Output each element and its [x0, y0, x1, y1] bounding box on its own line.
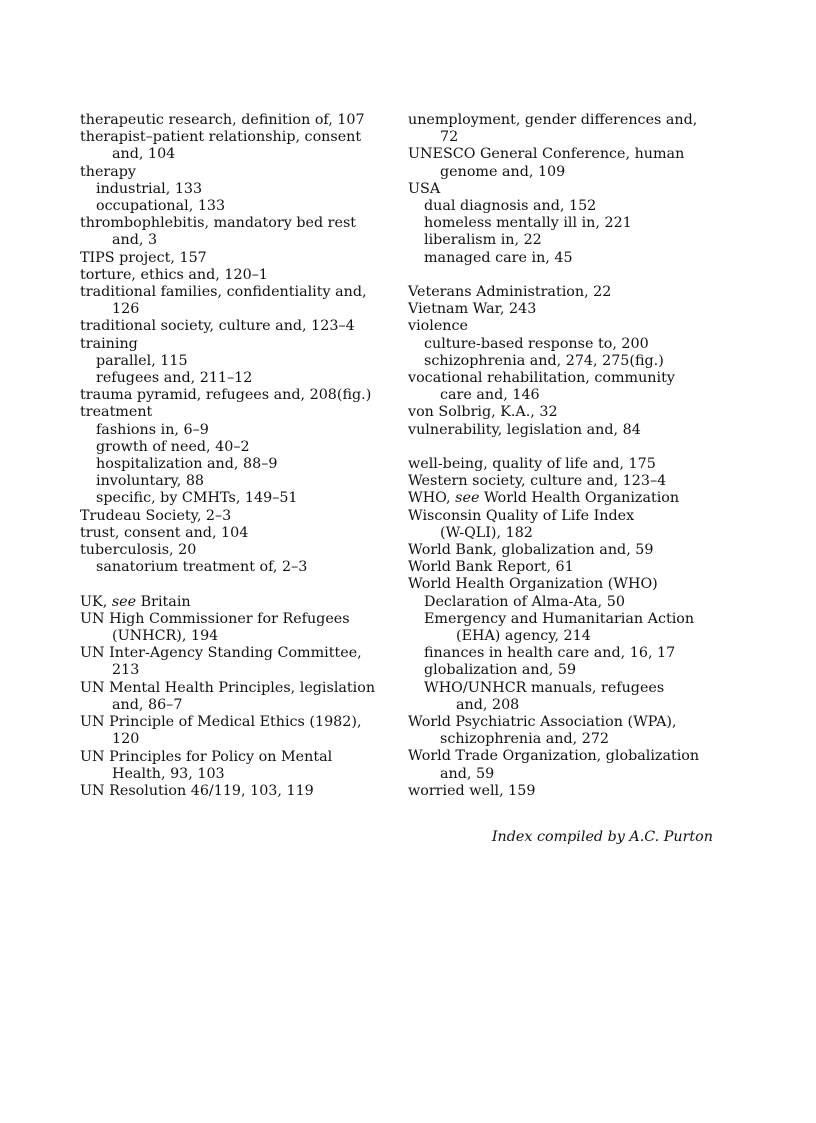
index-entry-text: and, 104 — [112, 146, 176, 163]
index-subentry — [80, 232, 392, 249]
index-entry-text: Vietnam War, 243 — [408, 301, 537, 318]
index-entry-text: Veterans Administration, 22 — [408, 284, 612, 301]
index-subentry — [80, 473, 392, 490]
index-subentry — [408, 611, 720, 628]
index-entry-text: unemployment, gender differences and, — [408, 112, 698, 128]
index-entry-text: finances in health care and, 16, 17 — [424, 645, 676, 662]
index-entry-text: schizophrenia and, 272 — [440, 731, 610, 748]
index-subentry — [408, 731, 720, 748]
index-entry — [80, 164, 392, 181]
index-entry-text: violence — [408, 318, 468, 335]
index-entry — [80, 215, 392, 232]
index-entry-text: traditional families, confidentiality and, — [80, 284, 367, 301]
index-entry — [408, 542, 720, 559]
index-section-gap — [408, 267, 720, 284]
index-subentry — [408, 232, 720, 249]
index-cross-reference: see — [111, 593, 137, 610]
index-subentry — [80, 628, 392, 645]
index-entry — [80, 318, 392, 335]
index-entry-text: tuberculosis, 20 — [80, 542, 197, 559]
index-subentry — [408, 387, 720, 404]
index-entry — [80, 508, 392, 525]
index-entry-text: Health, 93, 103 — [112, 765, 225, 782]
index-entry-text: Western society, culture and, 123–4 — [408, 473, 667, 490]
index-subentry — [408, 336, 720, 353]
index-entry — [80, 336, 392, 353]
index-entry-text: USA — [408, 180, 441, 197]
index-entry-text: training — [80, 335, 138, 352]
index-entry-text: and, 59 — [440, 765, 495, 782]
index-subentry — [80, 731, 392, 748]
index-entry-text: World Bank, globalization and, 59 — [408, 542, 654, 559]
index-entry-text: WHO, — [408, 490, 456, 507]
index-entry — [80, 112, 392, 129]
index-entry — [408, 422, 720, 439]
index-entry-text: 213 — [112, 662, 140, 679]
index-entry — [408, 748, 720, 765]
index-entry — [408, 473, 720, 490]
index-entry-text: UN Resolution 46/119, 103, 119 — [80, 782, 314, 799]
index-entry-text: trauma pyramid, refugees and, 208(fig.) — [80, 387, 372, 404]
index-entry-text: and, 3 — [112, 232, 158, 249]
index-entry-text: UN Inter-Agency Standing Committee, — [80, 645, 362, 662]
index-entry-text: and, 86–7 — [112, 696, 183, 713]
index-subentry — [80, 370, 392, 387]
index-entry-text: UNESCO General Conference, human — [408, 146, 685, 163]
index-entry — [80, 129, 392, 146]
index-entry-text: vulnerability, legislation and, 84 — [408, 421, 641, 438]
index-section-gap — [80, 576, 392, 593]
index-column-left — [80, 112, 392, 800]
index-entry-text: sanatorium treatment of, 2–3 — [96, 559, 308, 576]
index-entry — [80, 387, 392, 404]
index-entry — [80, 714, 392, 731]
index-entry-text: Emergency and Humanitarian Action — [424, 610, 695, 627]
index-subentry — [80, 301, 392, 318]
index-entry-text: globalization and, 59 — [424, 662, 577, 679]
index-subentry — [408, 164, 720, 181]
index-entry-text: torture, ethics and, 120–1 — [80, 266, 268, 283]
index-entry-text: TIPS project, 157 — [80, 249, 207, 266]
index-entry — [408, 146, 720, 163]
index-entry — [408, 284, 720, 301]
index-entry-text: culture-based response to, 200 — [424, 335, 649, 352]
index-entry-text: involuntary, 88 — [96, 473, 205, 490]
index-entry-text: traditional society, culture and, 123–4 — [80, 318, 355, 335]
index-entry — [408, 301, 720, 318]
index-cross-reference: see — [455, 490, 480, 507]
index-entry-text: therapist–patient relationship, consent — [80, 129, 362, 146]
index-entry — [80, 267, 392, 284]
index-entry-text: (EHA) agency, 214 — [456, 628, 591, 645]
index-entry-text: thrombophlebitis, mandatory bed rest — [80, 215, 357, 232]
index-subentry — [408, 680, 720, 697]
index-subentry — [80, 559, 392, 576]
index-entry-text: fashions in, 6–9 — [96, 421, 209, 438]
index-entry — [408, 783, 720, 800]
index-entry-text: World Bank Report, 61 — [408, 559, 574, 576]
index-entry-text: (W-QLI), 182 — [440, 524, 533, 541]
index-entry — [408, 181, 720, 198]
index-entry-text: managed care in, 45 — [424, 249, 573, 266]
index-subentry — [80, 697, 392, 714]
index-entry-text: liberalism in, 22 — [424, 232, 542, 249]
index-entry-text: UK, — [80, 593, 112, 610]
index-entry — [408, 714, 720, 731]
index-entry-text: vocational rehabilitation, community — [408, 370, 675, 387]
index-entry — [408, 576, 720, 593]
index-entry — [80, 542, 392, 559]
index-subentry — [408, 766, 720, 783]
index-entry-text: dual diagnosis and, 152 — [424, 198, 597, 215]
index-entry-text: parallel, 115 — [96, 352, 188, 369]
index-cross-reference-target: Britain — [136, 593, 191, 610]
index-entry-text: growth of need, 40–2 — [96, 438, 250, 455]
index-entry-text: specific, by CMHTs, 149–51 — [96, 490, 298, 507]
index-entry — [408, 490, 720, 507]
index-entry-text: 72 — [440, 129, 459, 146]
index-entry — [80, 783, 392, 800]
index-entry-text: Declaration of Alma-Ata, 50 — [424, 593, 625, 610]
index-entry-text: Wisconsin Quality of Life Index — [408, 507, 635, 524]
index-entry-text: occupational, 133 — [96, 198, 226, 215]
index-subentry — [80, 146, 392, 163]
index-subentry — [80, 422, 392, 439]
index-subentry — [408, 525, 720, 542]
index-subentry — [408, 594, 720, 611]
index-entry-text: UN Principles for Policy on Mental — [80, 748, 333, 765]
index-entry-text: WHO/UNHCR manuals, refugees — [424, 679, 665, 696]
index-column-right — [408, 112, 720, 800]
index-cross-reference-target: World Health Organization — [479, 490, 680, 507]
index-credit: Index compiled by A.C. Purton — [491, 829, 713, 845]
index-entry — [408, 508, 720, 525]
index-subentry — [80, 181, 392, 198]
index-subentry — [80, 766, 392, 783]
index-subentry — [80, 198, 392, 215]
index-entry — [408, 456, 720, 473]
index-entry — [80, 680, 392, 697]
index-entry — [80, 749, 392, 766]
index-subentry — [80, 353, 392, 370]
index-entry — [408, 318, 720, 335]
index-subentry — [80, 456, 392, 473]
index-entry — [80, 611, 392, 628]
index-subentry — [408, 198, 720, 215]
index-entry-text: 126 — [112, 301, 140, 318]
index-entry-text: well-being, quality of life and, 175 — [408, 456, 656, 473]
index-entry-text: care and, 146 — [440, 387, 540, 404]
index-entry-text: and, 208 — [456, 696, 520, 713]
index-subentry — [408, 129, 720, 146]
index-subentry — [408, 215, 720, 232]
index-entry-text: industrial, 133 — [96, 180, 203, 197]
index-entry — [408, 559, 720, 576]
index-entry — [80, 525, 392, 542]
index-subentry — [408, 628, 720, 645]
index-entry-text: von Solbrig, K.A., 32 — [408, 404, 558, 421]
index-entry-text: UN Mental Health Principles, legislation — [80, 679, 376, 696]
index-entry — [80, 250, 392, 267]
index-section-gap — [408, 439, 720, 456]
index-entry — [80, 284, 392, 301]
index-entry — [408, 112, 720, 129]
index-entry-text: genome and, 109 — [440, 163, 566, 180]
index-entry-text: World Trade Organization, globalization — [408, 748, 700, 765]
index-entry-text: therapeutic research, definition of, 107 — [80, 112, 365, 128]
index-subentry — [408, 645, 720, 662]
index-subentry — [408, 250, 720, 267]
index-subentry — [408, 353, 720, 370]
index-entry-text: refugees and, 211–12 — [96, 370, 253, 387]
index-subentry — [80, 662, 392, 679]
index-entry-text: 120 — [112, 731, 140, 748]
index-entry — [80, 404, 392, 421]
index-entry — [408, 404, 720, 421]
index-entry — [80, 594, 392, 611]
index-entry — [408, 370, 720, 387]
index-entry-text: World Psychiatric Association (WPA), — [408, 714, 677, 731]
index-subentry — [408, 662, 720, 679]
index-entry-text: UN Principle of Medical Ethics (1982), — [80, 714, 362, 731]
index-entry-text: schizophrenia and, 274, 275(fig.) — [424, 352, 664, 369]
index-entry-text: Trudeau Society, 2–3 — [80, 507, 232, 524]
index-subentry — [80, 490, 392, 507]
index-entry-text: worried well, 159 — [408, 782, 536, 799]
index-subentry — [408, 697, 720, 714]
index-entry-text: homeless mentally ill in, 221 — [424, 215, 632, 232]
index-entry-text: treatment — [80, 404, 153, 421]
index-entry — [80, 645, 392, 662]
index-entry-text: trust, consent and, 104 — [80, 524, 249, 541]
index-subentry — [80, 439, 392, 456]
index-entry-text: (UNHCR), 194 — [112, 628, 219, 645]
index-entry-text: hospitalization and, 88–9 — [96, 456, 278, 473]
index-entry-text: therapy — [80, 163, 137, 180]
index-entry-text: World Health Organization (WHO) — [408, 576, 658, 593]
index-entry-text: UN High Commissioner for Refugees — [80, 610, 350, 627]
